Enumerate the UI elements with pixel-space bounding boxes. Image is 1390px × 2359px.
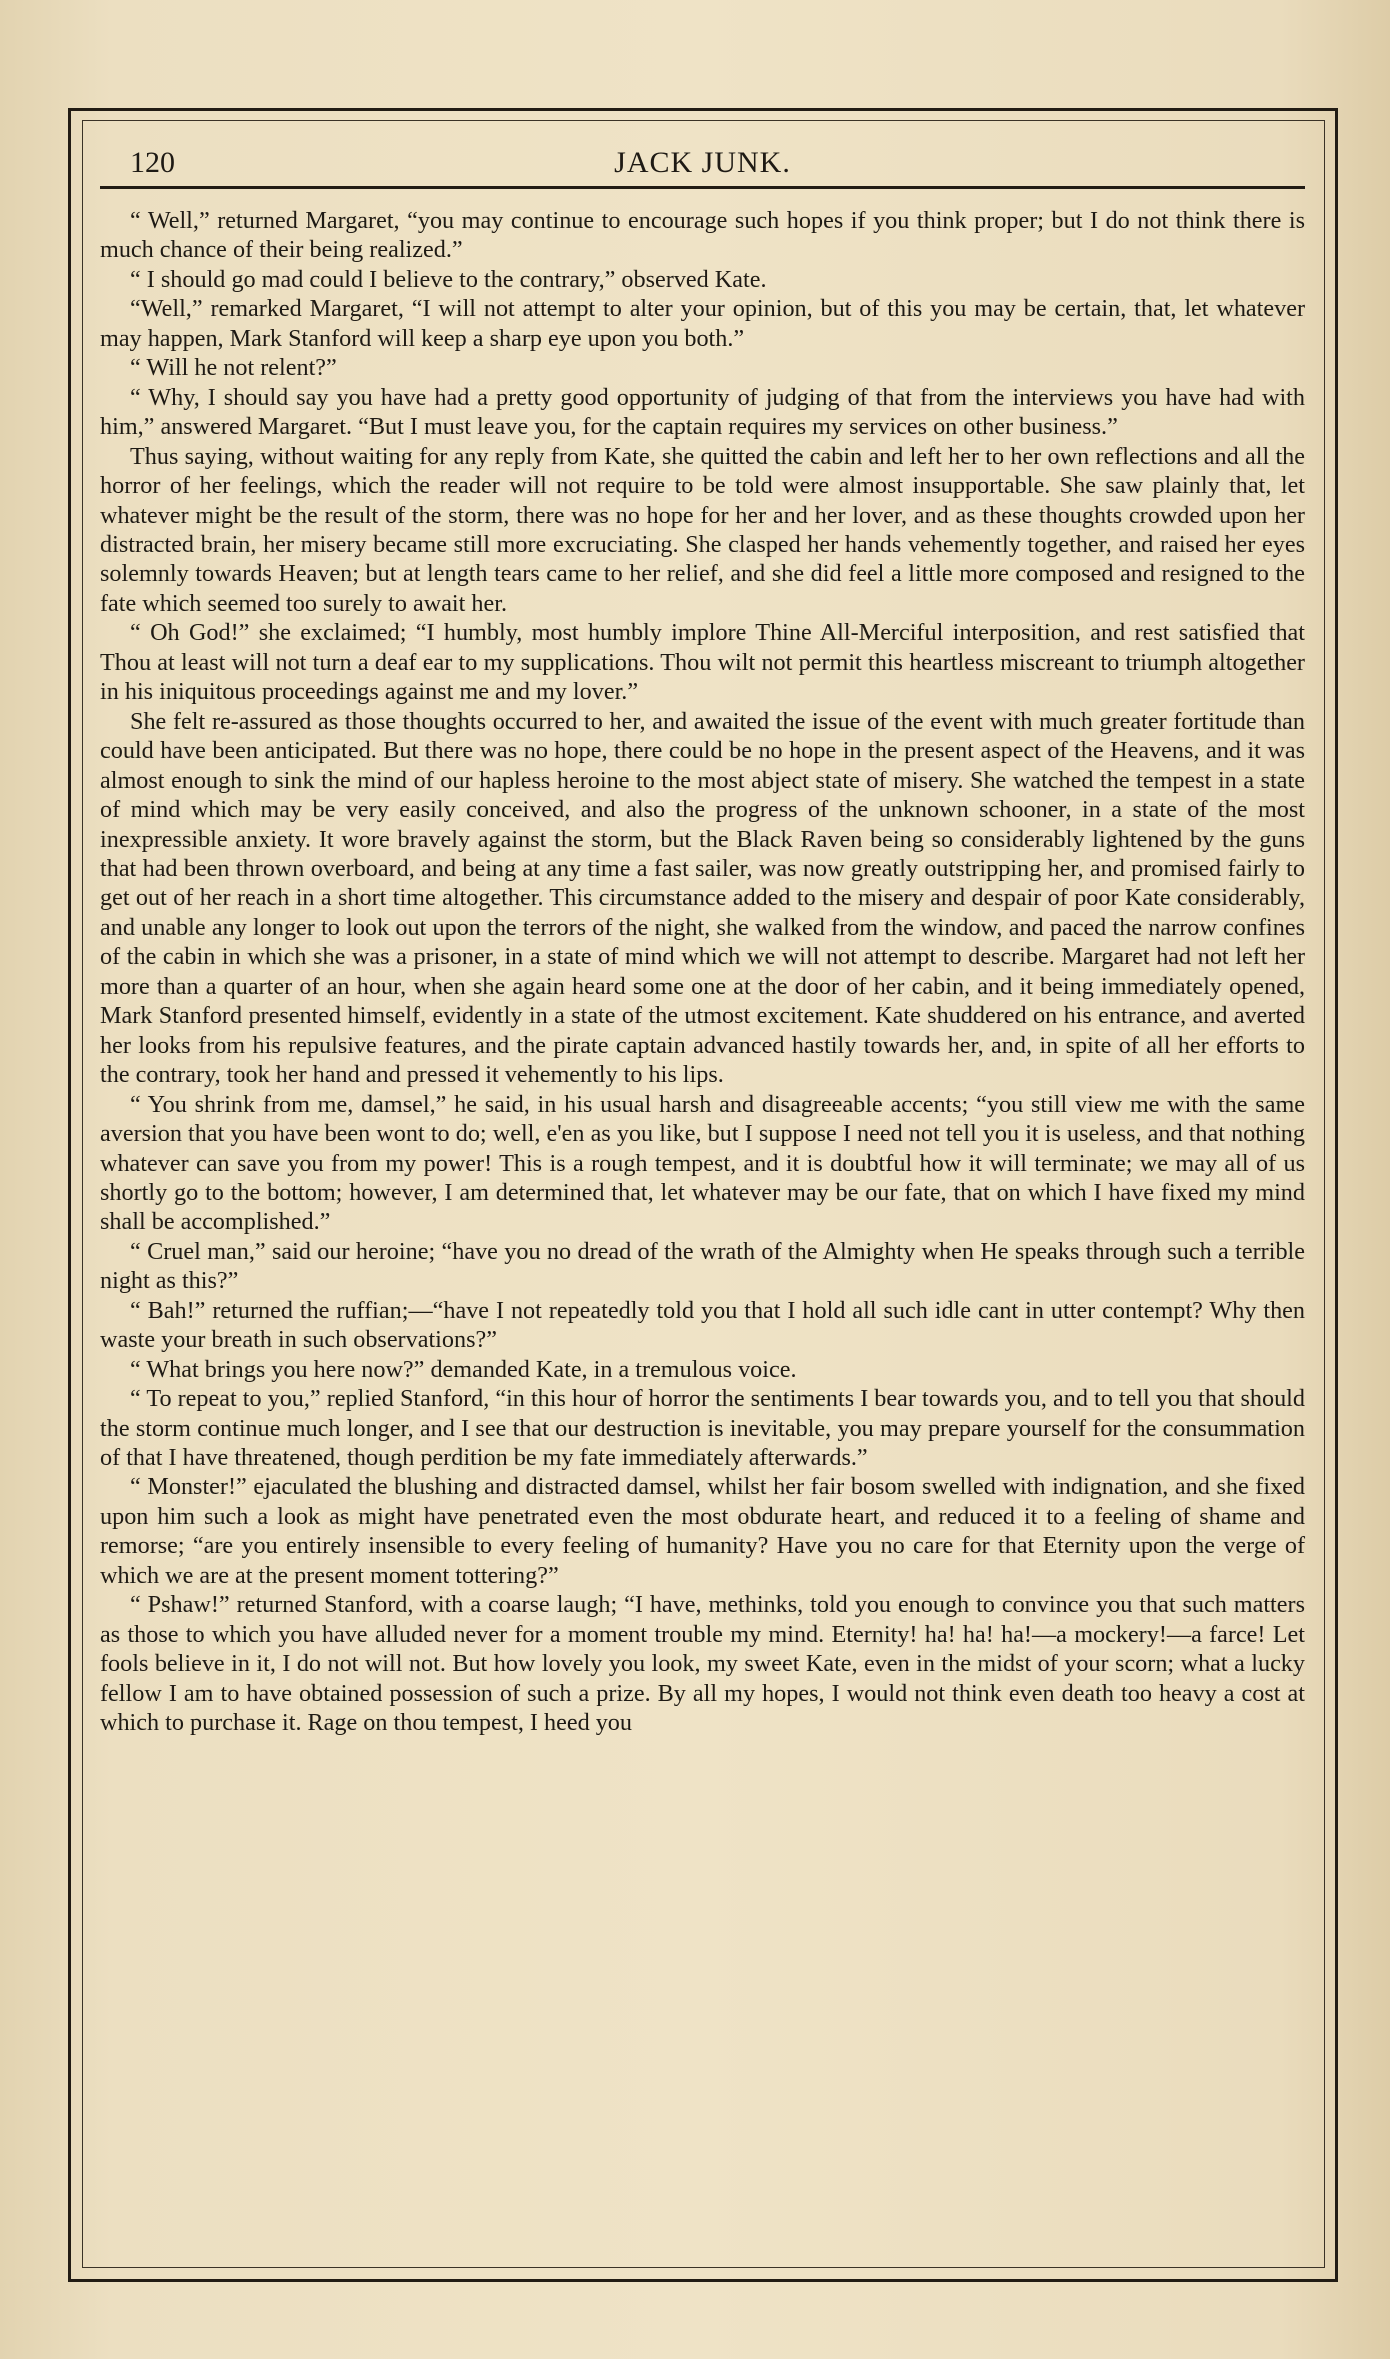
page-header — [100, 140, 1305, 184]
running-title: JACK JUNK. — [614, 146, 791, 179]
paragraph: “ Why, I should say you have had a pretty good opportunity of judging of that from the interviews you have had with him,” answered Margaret. “But I must leave you, for the captain requires my services on other business.” — [100, 383, 1305, 441]
paragraph: “ Oh God!” she exclaimed; “I humbly, most humbly implore Thine All-Merciful interposition, and rest satisfied that Thou at least will not turn a deaf ear to my supplications. Thou wilt not permit this heartless miscreant to triumph altogether in his iniquitous proceedings against me and my lover.” — [100, 619, 1305, 706]
page-number: 120 — [130, 146, 175, 179]
paragraph: “ Well,” returned Margaret, “you may continue to encourage such hopes if you think proper; but I do not think there is much chance of their being realized.” — [100, 207, 1305, 264]
paragraph: “ Cruel man,” said our heroine; “have you no dread of the wrath of the Almighty when He speaks through such a terrible night as this?” — [100, 1237, 1305, 1295]
body-text — [100, 206, 1305, 1738]
paragraph: Thus saying, without waiting for any reply from Kate, she quitted the cabin and left her to her own reflections and all the horror of her feelings, which the reader will not require to be told were almost insupportable. She saw plainly that, let whatever might be the result of the storm, there was no hope for her and her lover, and as these thoughts crowded upon her distracted brain, her misery became still more excruciating. She clasped her hands vehemently together, and raised her eyes solemnly towards Heaven; but at length tears came to her relief, and she did feel a little more composed and resigned to the fate which seemed too surely to await her. — [100, 442, 1305, 617]
paragraph: “ Monster!” ejaculated the blushing and distracted damsel, whilst her fair bosom swelled with indignation, and she fixed upon him such a look as might have penetrated even the most obdurate heart, and reduced it to a feeling of shame and remorse; “are you entirely insensible to every feeling of humanity? Have you no care for that Eternity upon the verge of which we are at the present moment tottering?” — [100, 1473, 1305, 1589]
header-rule — [100, 186, 1305, 189]
paragraph: She felt re-assured as those thoughts occurred to her, and awaited the issue of the event with much greater fortitude than could have been anticipated. But there was no hope, there could be no hope in the present aspect of the Heavens, and it was almost enough to sink the mind of our hapless heroine to the most abject state of misery. She watched the tempest in a state of mind which may be very easily conceived, and also the progress of the unknown schooner, in a state of the most inexpressible anxiety. It wore bravely against the storm, but the Black Raven being so considerably lightened by the guns that had been thrown overboard, and being at any time a fast sailer, was now greatly outstripping her, and promised fairly to get out of her reach in a short time altogether. This circumstance added to the misery and despair of poor Kate considerably, and unable any longer to look out upon the terrors of the night, she walked from the window, and paced the narrow confines of the cabin in which she was a prisoner, in a state of mind which we will not attempt to describe. Margaret had not left her more than a quarter of an hour, when she again heard some one at the door of her cabin, and it being immediately opened, Mark Stanford presented himself, evidently in a state of the utmost excitement. Kate shuddered on his entrance, and averted her looks from his repulsive features, and the pirate captain advanced hastily towards her, and, in spite of all her efforts to the contrary, took her hand and pressed it vehemently to his lips. — [100, 707, 1305, 1089]
paragraph: “ Will he not relent?” — [130, 354, 337, 382]
paragraph: “ Pshaw!” returned Stanford, with a coarse laugh; “I have, methinks, told you enough to convince you that such matters as those to which you have alluded never for a moment trouble my mind. Eternity! ha! ha! ha!—a mockery!—a farce! Let fools believe in it, I do not will not. But how lovely you look, my sweet Kate, even in the midst of your scorn; what a lucky fellow I am to have obtained possession of such a prize. By all my hopes, I would not think even death too heavy a cost at which to purchase it. Rage on thou tempest, I heed you — [100, 1591, 1305, 1737]
paragraph: “Well,” remarked Margaret, “I will not attempt to alter your opinion, but of this you may be certain, that, let whatever may happen, Mark Stanford will keep a sharp eye upon you both.” — [100, 295, 1305, 352]
paragraph: “ To repeat to you,” replied Stanford, “in this hour of horror the sentiments I bear towards you, and to tell you that should the storm continue much longer, and I see that our destruction is inevitable, you may prepare yourself for the consummation of that I have threatened, though perdition be my fate immediately afterwards.” — [100, 1385, 1305, 1472]
paragraph: “ You shrink from me, damsel,” he said, in his usual harsh and disagreeable accents; “you still view me with the same aversion that you have been wont to do; well, e'en as you like, but I suppose I need not tell you it is useless, and that nothing whatever can save you from my power! This is a rough tempest, and it is doubtful how it will terminate; we may all of us shortly go to the bottom; however, I am determined that, let whatever may be our fate, that on which I have fixed my mind shall be accomplished.” — [100, 1090, 1305, 1236]
paragraph: “ Bah!” returned the ruffian;—“have I not repeatedly told you that I hold all such idle cant in utter contempt? Why then waste your breath in such observations?” — [100, 1296, 1305, 1354]
paragraph: “ I should go mad could I believe to the contrary,” observed Kate. — [130, 265, 767, 293]
paragraph: “ What brings you here now?” demanded Kate, in a tremulous voice. — [130, 1355, 797, 1383]
